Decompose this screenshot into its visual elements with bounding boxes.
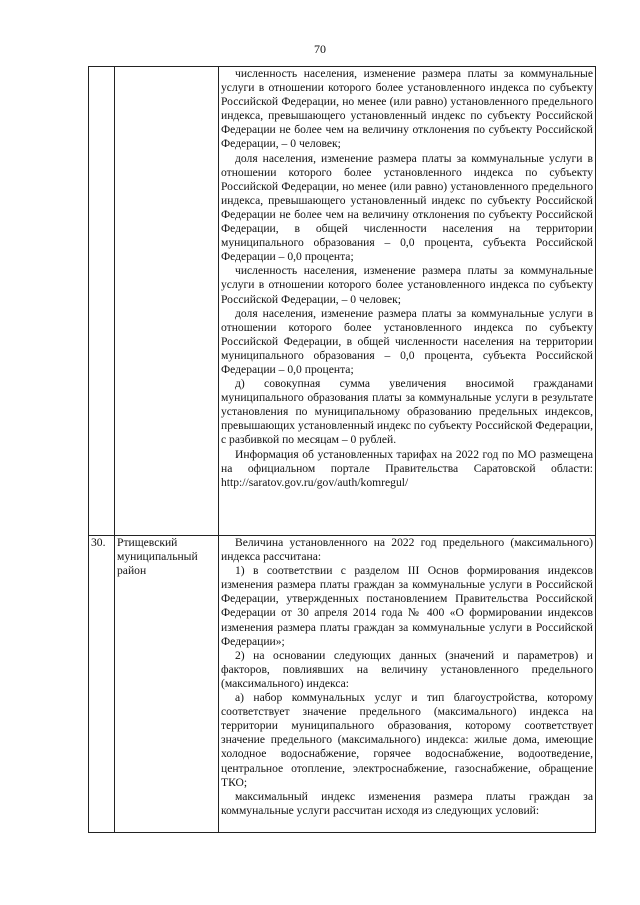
municipality-name-cell: Ртищевский муниципальный район <box>115 536 219 833</box>
paragraph: численность населения, изменение размера платы за коммунальные услуги в отношении которого более установленного индекса по субъекту Российской Федерации, – 0 человек; <box>221 264 593 306</box>
row-text-cell <box>219 67 596 536</box>
paragraph: д) совокупная сумма увеличения вносимой гражданами муниципального образования платы за коммунальные услуги в результате установления по муниципальному образованию предельных индексов, превышающих установленный индекс по субъекту Российской Федерации, с разбивкой по месяцам – 0 рублей. <box>221 377 593 447</box>
page-number: 70 <box>314 42 326 56</box>
paragraph: доля населения, изменение размера платы за коммунальные услуги в отношении которого более установленного индекса по субъекту Российской Федерации, в общей численности населения на территории муниципального образования – 0,0 процента, субъекта Российской Федерации – 0,0 процента; <box>221 306 593 376</box>
paragraph: численность населения, изменение размера платы за коммунальные услуги в отношении которого более установленного индекса по субъекту Российской Федерации, но менее (или равно) установленного предельного индекса, превышающего установленный индекс по субъекту Российской Федерации не более чем на величину отклонения по субъекту Российской Федерации, – 0 человек; <box>221 67 593 151</box>
paragraph: максимальный индекс изменения размера платы граждан за коммунальные услуги рассчитан исходя из следующих условий: <box>221 789 593 817</box>
paragraph: Информация об установленных тарифах на 2022 год по МО размещена на официальном портале Правительства Саратовской области: http://saratov.gov.ru/gov/auth/komregul/ <box>221 447 593 489</box>
table-row <box>89 536 596 833</box>
paragraph: доля населения, изменение размера платы за коммунальные услуги в отношении которого более установленного индекса по субъекту Российской Федерации, но менее (или равно) установленного предельного индекса, превышающего установленный индекс по субъекту Российской Федерации не более чем на величину отклонения по субъекту Российской Федерации, в общей численности населения на территории муниципального образования – 0,0 процента, субъекта Российской Федерации – 0,0 процента; <box>221 151 593 264</box>
municipal-index-table <box>88 66 596 833</box>
paragraph: 2) на основании следующих данных (значений и параметров) и факторов, повлиявших на величину установленного предельного (максимального) индекса: <box>221 648 593 690</box>
table-row <box>89 67 596 536</box>
row-number-cell <box>89 67 115 536</box>
paragraph: Величина установленного на 2022 год предельного (максимального) индекса рассчитана: <box>221 536 593 564</box>
paragraph: а) набор коммунальных услуг и тип благоустройства, которому соответствует значение предельного (максимального) индекса на территории муниципального образования, которому соответствует значение предельного (максимального) индекса: жилые дома, имеющие холодное водоснабжение, горячее водоснабжение, водоотведение, центральное отопление, электроснабжение, газоснабжение, обращение ТКО; <box>221 691 593 789</box>
paragraph: 1) в соответствии с разделом III Основ формирования индексов изменения размера платы граждан за коммунальные услуги в Российской Федерации, утвержденных постановлением Правительства Российской Федерации от 30 апреля 2014 года № 400 «О формировании индексов изменения размера платы граждан за коммунальные услуги в Российской Федерации»; <box>221 564 593 648</box>
municipality-name-cell <box>115 67 219 536</box>
row-number-cell: 30. <box>89 536 115 833</box>
row-text-cell <box>219 536 596 833</box>
